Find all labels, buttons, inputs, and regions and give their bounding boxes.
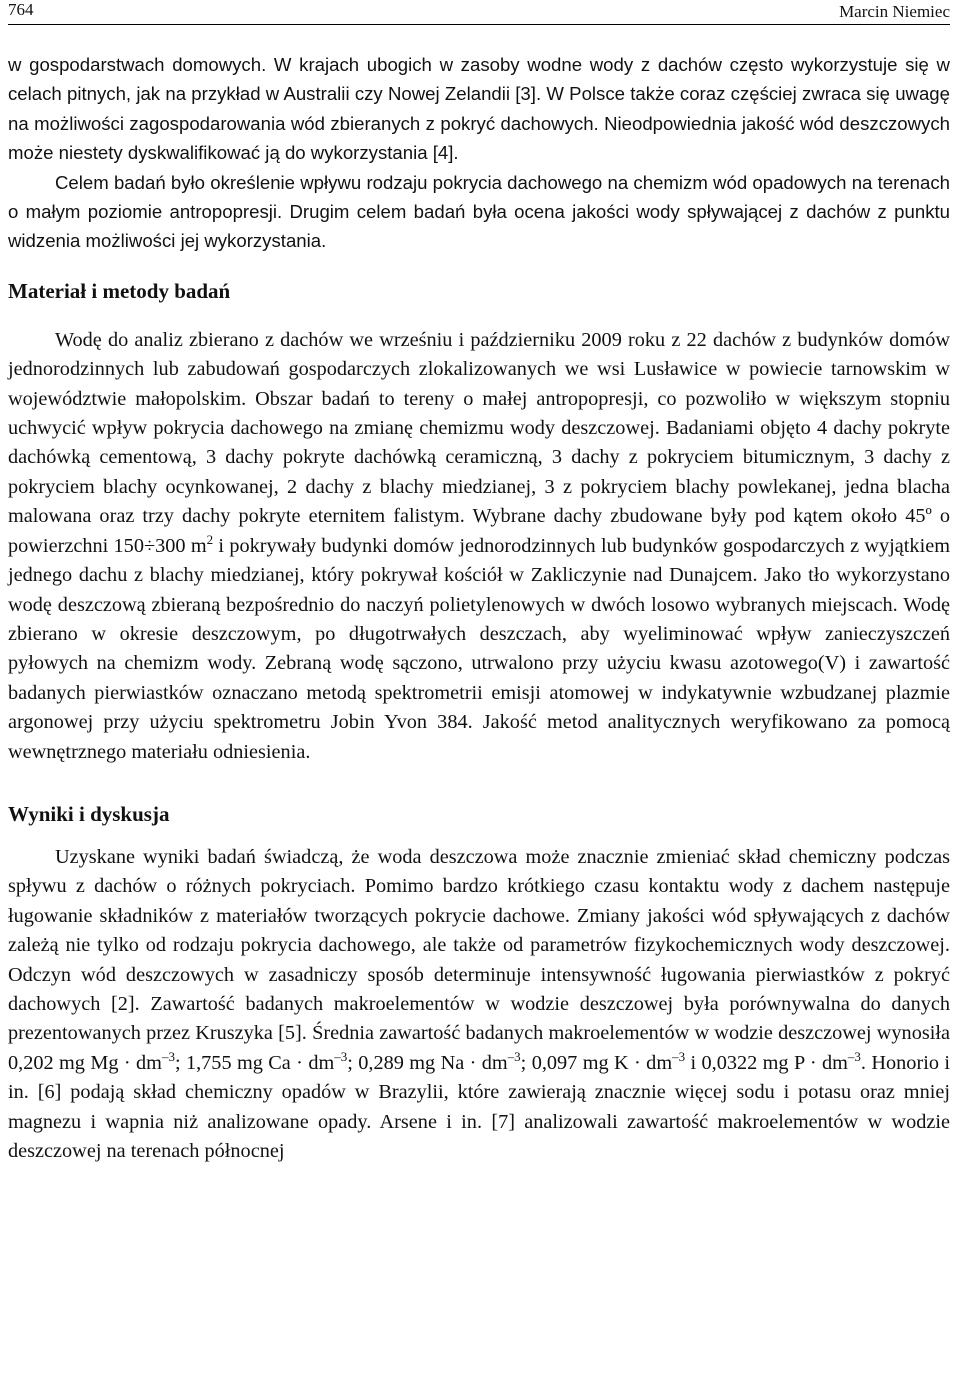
superscript: –3: [672, 1049, 686, 1065]
methods-paragraph: [8, 326, 950, 767]
section-heading-results: Wyniki i dyskusja: [8, 801, 170, 826]
results-text-b: ; 1,755 mg Ca · dm: [174, 1051, 335, 1074]
superscript: –3: [161, 1049, 175, 1065]
superscript: –3: [847, 1049, 861, 1065]
running-header: [8, 0, 950, 25]
methods-text-b: i pokrywały budynki domów jednorodzinnych lub budynków gospodarczych z wyjątkiem jednego dachu z blachy miedzianej, który pokrywał kościół w Zakliczynie nad Dunajcem. Jako tło wykorzystano wodę deszczową zbieraną bezpośrednio do naczyń polietylenowych w dwóch losowo wybranych miejscach. Wodę zbierano w okresie deszczowym, po długotrwałych deszczach, aby wyeliminować wpływ zanieczyszczeń pyłowych na chemizm wody. Zebraną wodę sączono, utrwalono przy użyciu kwasu azotowego(V) i zawartość badanych pierwiastków oznaczano metodą spektrometrii emisji atomowej w indykatywnie wzbudzanej plazmie argonowej przy użyciu spektrometru Jobin Yvon 384. Jakość metod analitycznych weryfikowano za pomocą wewnętrznego materiału odniesienia.: [8, 534, 950, 763]
superscript: –3: [334, 1049, 348, 1065]
results-text-d: ; 0,097 mg K · dm: [520, 1051, 673, 1074]
intro-paragraph-aims: Celem badań było określenie wpływu rodzaju pokrycia dachowego na chemizm wód opadowych na terenach o małym poziomie antropopresji. Drugim celem badań była ocena jakości wody spływającej z dachów z punktu widzenia możliwości jej wykorzystania.: [8, 171, 950, 252]
superscript: –3: [507, 1049, 521, 1065]
results-text-e: i 0,0322 mg P · dm: [685, 1051, 848, 1074]
superscript: 2: [206, 531, 214, 547]
methods-text-a: Wodę do analiz zbierano z dachów we wrześniu i październiku 2009 roku z 22 dachów z budynków domów jednorodzinnych lub zabudowań gospodarczych zlokalizowanych we wsi Lusławice w powiecie tarnowskim w województwie małopolskim. Obszar badań to tereny o małej antropopresji, co pozwoliło w większym stopniu uchwycić wpływ pokrycia dachowego na zmianę chemizmu wody deszczowej. Badaniami objęto 4 dachy pokryte dachówką cementową, 3 dachy pokryte dachówką ceramiczną, 3 dachy z pokryciem bitumicznym, 3 dachy z pokryciem blachy ocynkowanej, 2 dachy z blachy miedzianej, 3 z pokryciem blachy powlekanej, jedna blacha malowana oraz trzy dachy pokryte eternitem falistym. Wybrane dachy zbudowane były pod kątem około 45º o powierzchni 150÷300 m: [8, 328, 950, 557]
results-text-c: ; 0,289 mg Na · dm: [347, 1051, 508, 1074]
running-head-author: Marcin Niemiec: [839, 2, 950, 21]
article-body: [8, 50, 950, 1166]
intro-paragraph-continued: w gospodarstwach domowych. W krajach ubogich w zasoby wodne wody z dachów często wykorzystuje się w celach pitnych, jak na przykład w Australii czy Nowej Zelandii [3]. W Polsce także coraz częściej zwraca się uwagę na możliwości zagospodarowania wód zbieranych z pokryć dachowych. Nieodpowiednia jakość wód deszczowych może niestety dyskwalifikować ją do wykorzystania [4].: [8, 54, 950, 164]
results-paragraph: [8, 843, 950, 1166]
section-heading-methods: Materiał i metody badań: [8, 278, 231, 303]
page-number: 764: [8, 0, 34, 19]
results-text-a: Uzyskane wyniki badań świadczą, że woda deszczowa może znacznie zmieniać skład chemiczny podczas spływu z dachów o różnych pokryciach. Pomimo bardzo krótkiego czasu kontaktu wody z dachem następuje ługowanie składników z materiałów tworzących pokrycie dachowe. Zmiany jakości wód spływających z dachów zależą nie tylko od rodzaju pokrycia dachowego, ale także od parametrów fizykochemicznych wody deszczowej. Odczyn wód deszczowych w zasadniczy sposób determinuje intensywność ługowania pierwiastków z pokryć dachowych [2]. Zawartość badanych makroelementów w wodzie deszczowej była porównywalna do danych prezentowanych przez Kruszyka [5]. Średnia zawartość badanych makroelementów w wodzie deszczowej wynosiła 0,202 mg Mg · dm: [8, 845, 950, 1074]
results-text-f: . Honorio i in. [6] podają skład chemiczny opadów w Brazylii, które zawierają znacznie więcej sodu i potasu oraz mniej magnezu i wapnia niż analizowane opady. Arsene i in. [7] analizowali zawartość makroelementów w wodzie deszczowej na terenach północnej: [8, 1051, 950, 1162]
